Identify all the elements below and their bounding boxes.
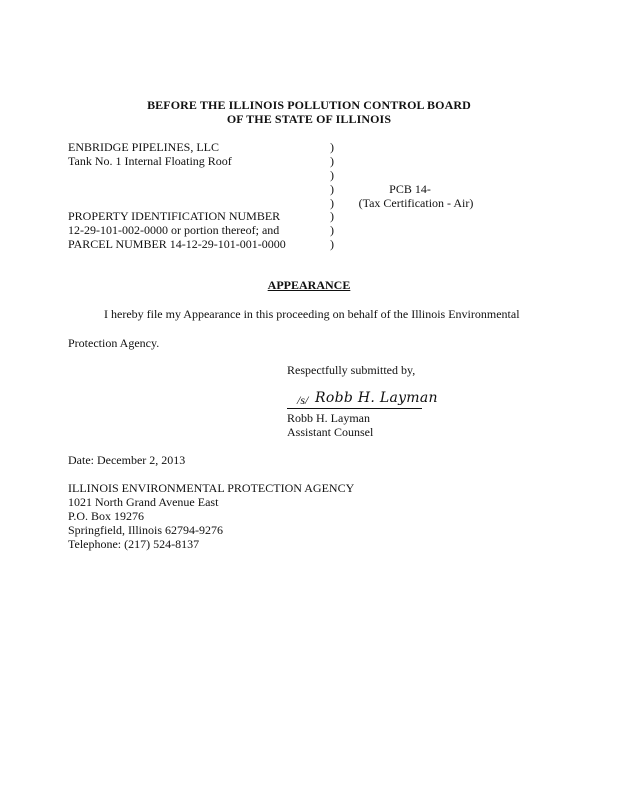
board-title-line2: OF THE STATE OF ILLINOIS — [226, 112, 392, 126]
caption-line: PROPERTY IDENTIFICATION NUMBER — [68, 209, 281, 223]
caption-line: Tank No. 1 Internal Floating Roof — [68, 154, 232, 168]
caption-paren: ) — [330, 223, 334, 237]
agency-po-box: P.O. Box 19276 — [68, 509, 145, 523]
caption-line: PARCEL NUMBER 14-12-29-101-001-0000 — [68, 237, 286, 251]
agency-phone: Telephone: (217) 524-8137 — [68, 537, 200, 551]
caption-paren: ) — [330, 168, 334, 182]
agency-address-line: 1021 North Grand Avenue East — [68, 495, 219, 509]
caption-paren: ) — [330, 140, 334, 154]
appearance-paragraph-line1: I hereby file my Appearance in this proceeding on behalf of the Illinois Environmental — [104, 307, 520, 321]
caption-line: 12-29-101-002-0000 or portion thereof; and — [68, 223, 280, 237]
signature-handwriting: Robb H. Layman — [315, 390, 438, 406]
caption-paren: ) — [330, 237, 334, 251]
caption-line: ENBRIDGE PIPELINES, LLC — [68, 140, 219, 154]
caption-paren: ) — [330, 154, 334, 168]
agency-city: Springfield, Illinois 62794-9276 — [68, 523, 223, 537]
signer-name: Robb H. Layman — [287, 411, 370, 425]
signature — [287, 390, 438, 409]
signature-prefix: /s/ — [297, 393, 309, 407]
caption-paren: ) — [330, 196, 334, 210]
closing-line: Respectfully submitted by, — [287, 363, 416, 377]
caption-paren: ) — [330, 209, 334, 223]
signer-title: Assistant Counsel — [287, 425, 374, 439]
agency-name: ILLINOIS ENVIRONMENTAL PROTECTION AGENCY — [68, 481, 355, 495]
board-title-line1: BEFORE THE ILLINOIS POLLUTION CONTROL BOARD — [147, 98, 471, 112]
case-type: (Tax Certification - Air) — [358, 196, 474, 210]
caption-paren: ) — [330, 182, 334, 196]
date-line: Date: December 2, 2013 — [68, 453, 186, 467]
appearance-paragraph-line2: Protection Agency. — [68, 336, 160, 350]
document-title: APPEARANCE — [267, 278, 351, 292]
case-number: PCB 14- — [389, 182, 431, 196]
